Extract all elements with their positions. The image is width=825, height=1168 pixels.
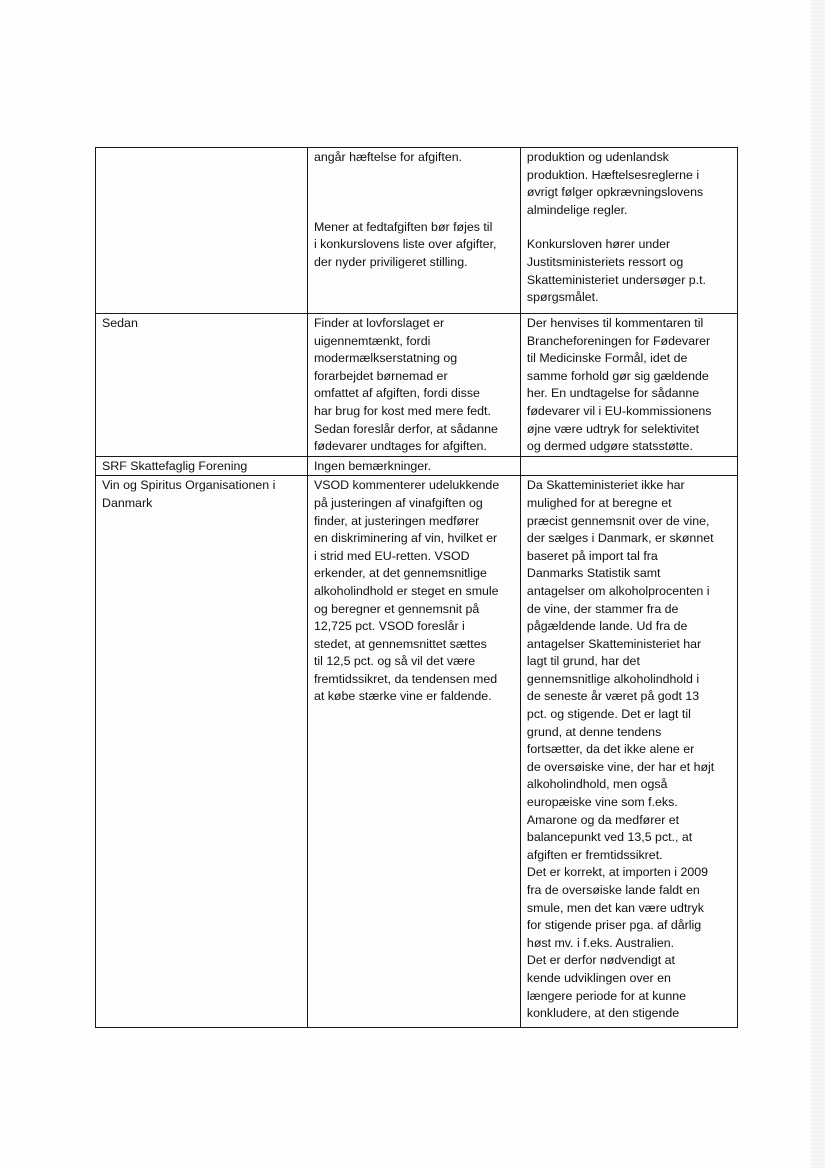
organization-cell: SRF Skattefaglig Forening xyxy=(96,456,308,476)
comment-cell: Ingen bemærkninger. xyxy=(307,456,520,476)
comment-cell xyxy=(307,148,520,314)
response-cell: Da Skatteministeriet ikke har mulighed for at beregne et præcist gennemsnit over de vine, der sælges i Danmark, er skønnet baseret på import tal fra Danmarks Statistik samt antagelser om alkoholprocenten i de vine, der stammer fra de pågældende lande. Ud fra de antagelser Skatteministeriet har lagt til grund, har det gennemsnitlige alkoholindhold i de seneste år været på godt 13 pct. og stigende. Det er lagt til grund, at denne tendens fortsætter, da det ikke alene er de oversøiske vine, der har et højt alkoholindhold, men også europæiske vine som f.eks. Amarone og da medfører et balancepunkt ved 13,5 pct., at afgiften er fremtidssikret. Det er korrekt, at importen i 2009 fra de oversøiske lande faldt en smule, men det kan være udtryk for stigende priser pga. af dårlig høst mv. i f.eks. Australien. Det er derfor nødvendigt at kende udviklingen over en længere periode for at kunne konkludere, at den stigende xyxy=(520,476,737,1028)
response-text: Konkursloven hører under Justitsministeriets ressort og Skatteministeriet undersøger p.t. spørgsmålet. xyxy=(526,237,706,305)
comment-text: angår hæftelse for afgiften. xyxy=(313,150,463,164)
comment-cell: VSOD kommenterer udelukkende på justeringen af vinafgiften og finder, at justeringen medfører en diskriminering af vin, hvilket er i strid med EU-retten. VSOD erkender, at det gennemsnitlige alkoholindhold er steget en smule og beregner et gennemsnit på 12,725 pct. VSOD foreslår i stedet, at gennemsnittet sættes til 12,5 pct. og så vil det være fremtidssikret, da tendensen med at købe stærke vine er faldende. xyxy=(307,476,520,1028)
scan-edge xyxy=(811,0,825,1168)
table-row xyxy=(96,476,738,1028)
response-cell xyxy=(520,456,737,476)
hearing-response-table xyxy=(95,147,738,1028)
table-row xyxy=(96,314,738,457)
table-row xyxy=(96,148,738,314)
table-row xyxy=(96,456,738,476)
response-text: produktion og udenlandsk produktion. Hæftelsesreglerne i øvrigt følger opkrævningslovens almindelige regler. xyxy=(526,150,704,217)
organization-cell: Sedan xyxy=(96,314,308,457)
response-cell: Der henvises til kommentaren til Brancheforeningen for Fødevarer til Medicinske Formål, idet de samme forhold gør sig gældende her. En undtagelse for sådanne fødevarer vil i EU-kommissionens øjne være udtryk for selektivitet og dermed udgøre statsstøtte. xyxy=(520,314,737,457)
response-cell xyxy=(520,148,737,314)
comment-cell: Finder at lovforslaget er uigennemtænkt, fordi modermælkserstatning og forarbejdet børnemad er omfattet af afgiften, fordi disse har brug for kost med mere fedt. Sedan foreslår derfor, at sådanne fødevarer undtages for afgiften. xyxy=(307,314,520,457)
comment-text: Mener at fedtafgiften bør føjes til i konkurslovens liste over afgifter, der nyder priviligeret stilling. xyxy=(313,219,497,269)
organization-cell xyxy=(96,148,308,314)
organization-cell: Vin og Spiritus Organisationen i Danmark xyxy=(96,476,308,1028)
